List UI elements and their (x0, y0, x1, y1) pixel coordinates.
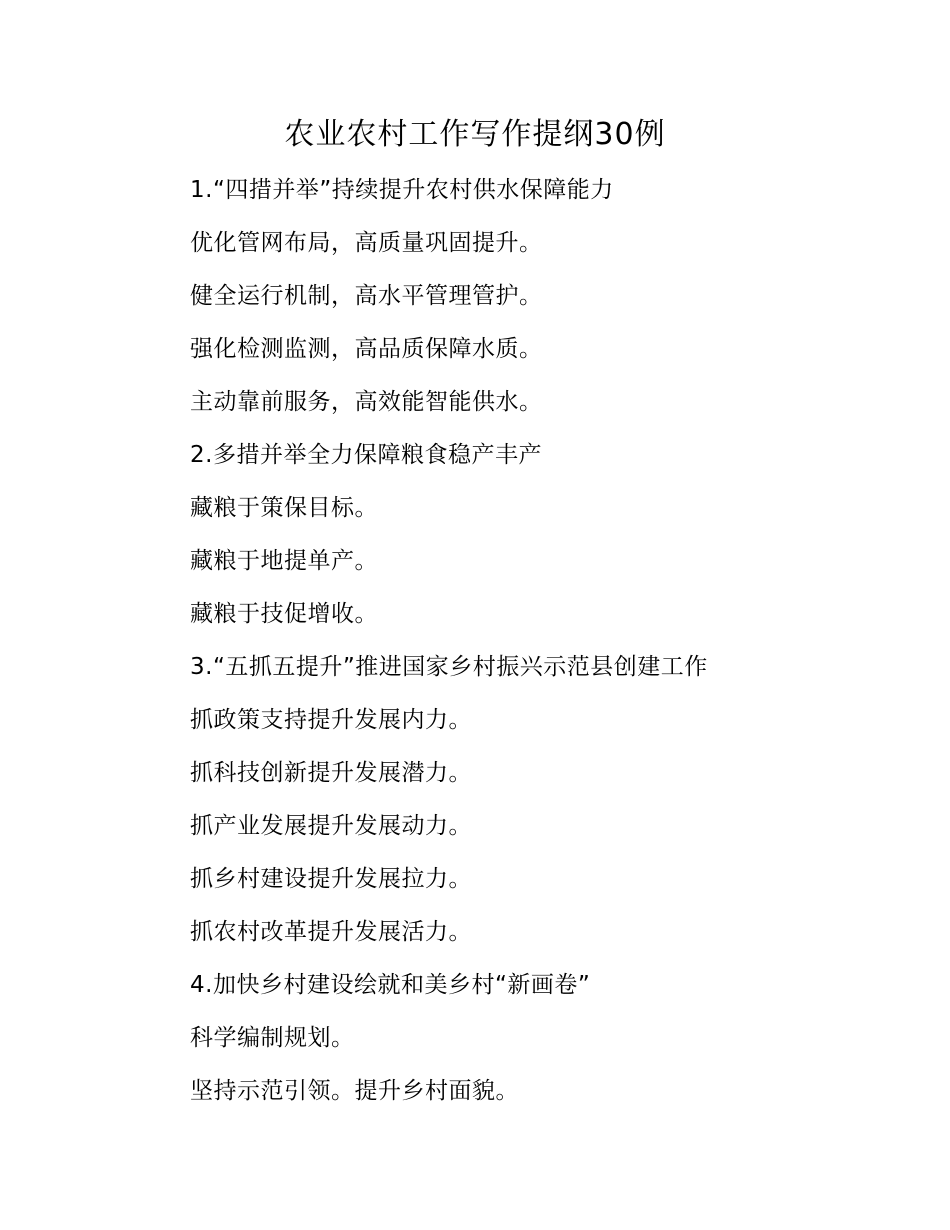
outline-item: 主动靠前服务，高效能智能供水。 (190, 389, 543, 415)
outline-item: 优化管网布局，高质量巩固提升。 (190, 230, 543, 256)
section-heading-3: 3.“五抓五提升”推进国家乡村振兴示范县创建工作 (190, 654, 708, 680)
outline-item: 抓政策支持提升发展内力。 (190, 707, 472, 733)
outline-item: 强化检测监测，高品质保障水质。 (190, 336, 543, 362)
outline-item: 抓科技创新提升发展潜力。 (190, 760, 472, 786)
document-title: 农业农村工作写作提纲30例 (284, 117, 666, 152)
outline-item: 坚持示范引领。提升乡村面貌。 (190, 1078, 519, 1104)
outline-item: 抓农村改革提升发展活力。 (190, 919, 472, 945)
outline-item: 藏粮于策保目标。 (190, 495, 378, 521)
outline-item: 藏粮于地提单产。 (190, 548, 378, 574)
outline-item: 抓乡村建设提升发展拉力。 (190, 866, 472, 892)
outline-item: 抓产业发展提升发展动力。 (190, 813, 472, 839)
section-heading-1: 1.“四措并举”持续提升农村供水保障能力 (190, 177, 614, 203)
outline-item: 藏粮于技促增收。 (190, 601, 378, 627)
outline-item: 健全运行机制，高水平管理管护。 (190, 283, 543, 309)
outline-item: 科学编制规划。 (190, 1025, 355, 1051)
section-heading-4: 4.加快乡村建设绘就和美乡村“新画卷” (190, 972, 591, 998)
section-heading-2: 2.多措并举全力保障粮食稳产丰产 (190, 442, 542, 468)
